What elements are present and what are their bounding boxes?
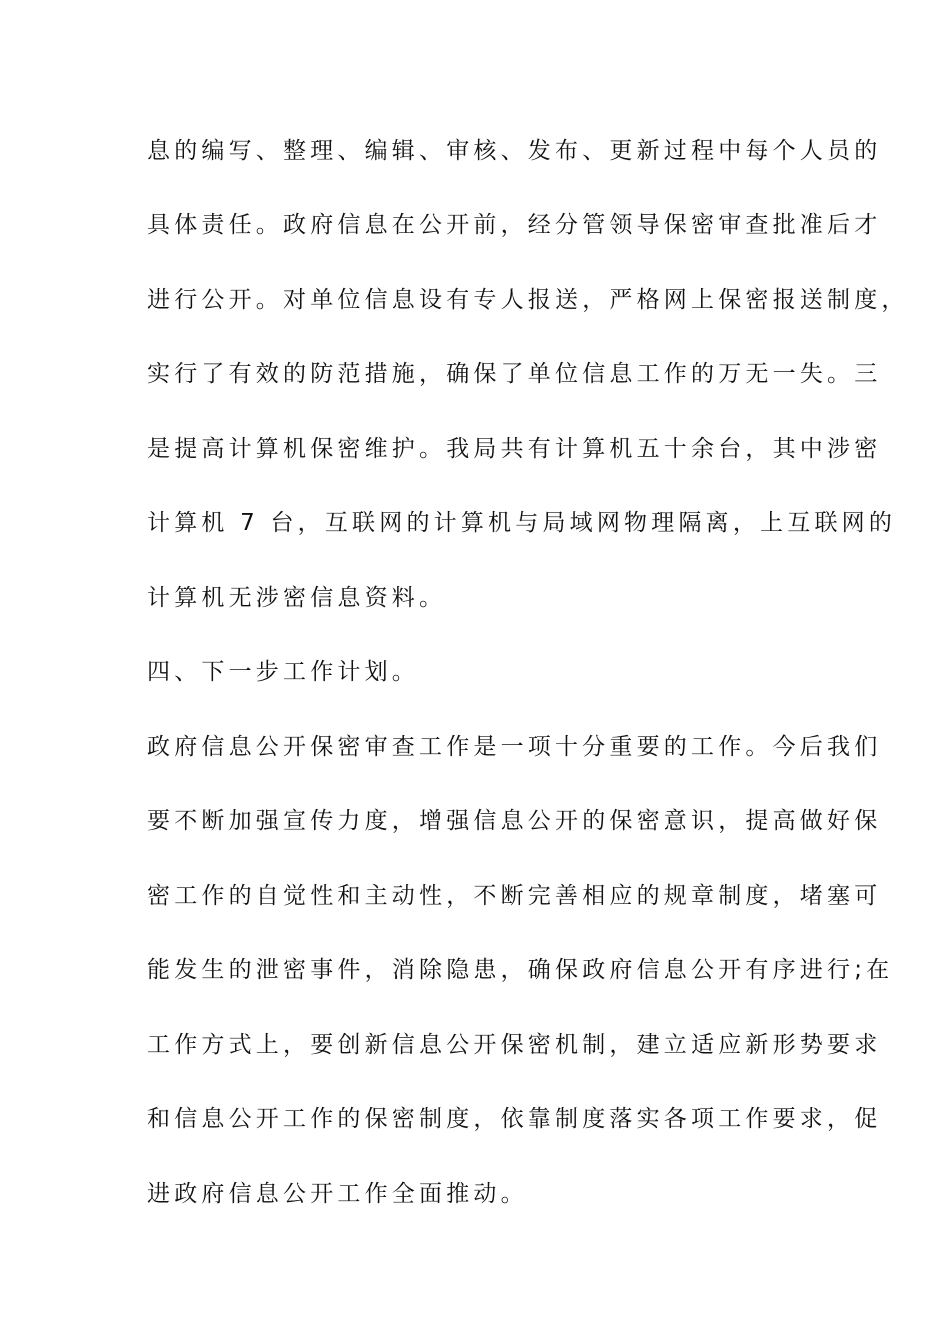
body-text-line: 工作方式上，要创新信息公开保密机制，建立适应新形势要求 — [147, 1032, 882, 1058]
body-text-line: 进行公开。对单位信息设有专人报送，严格网上保密报送制度， — [147, 287, 909, 313]
body-text-line: 是提高计算机保密维护。我局共有计算机五十余台，其中涉密 — [147, 436, 882, 462]
body-text-line: 和信息公开工作的保密制度，依靠制度落实各项工作要求，促 — [147, 1106, 882, 1132]
body-text-line: 政府信息公开保密审查工作是一项十分重要的工作。今后我们 — [147, 734, 882, 760]
body-text-line: 能发生的泄密事件，消除隐患，确保政府信息公开有序进行;在 — [147, 957, 894, 983]
body-text-line: 实行了有效的防范措施，确保了单位信息工作的万无一失。三 — [147, 361, 882, 387]
body-text-line: 要不断加强宣传力度，增强信息公开的保密意识，提高做好保 — [147, 808, 882, 834]
body-text-line: 进政府信息公开工作全面推动。 — [147, 1181, 528, 1207]
body-text-line: 计算机无涉密信息资料。 — [147, 585, 447, 611]
body-text-line: 息的编写、整理、编辑、审核、发布、更新过程中每个人员的 — [147, 138, 882, 164]
body-text-line: 具体责任。政府信息在公开前，经分管领导保密审查批准后才 — [147, 212, 882, 238]
section-heading: 四、下一步工作计划。 — [147, 659, 419, 685]
body-text-line: 计算机 7 台，互联网的计算机与局域网物理隔离，上互联网的 — [147, 510, 897, 536]
body-text-line: 密工作的自觉性和主动性，不断完善相应的规章制度，堵塞可 — [147, 883, 882, 909]
